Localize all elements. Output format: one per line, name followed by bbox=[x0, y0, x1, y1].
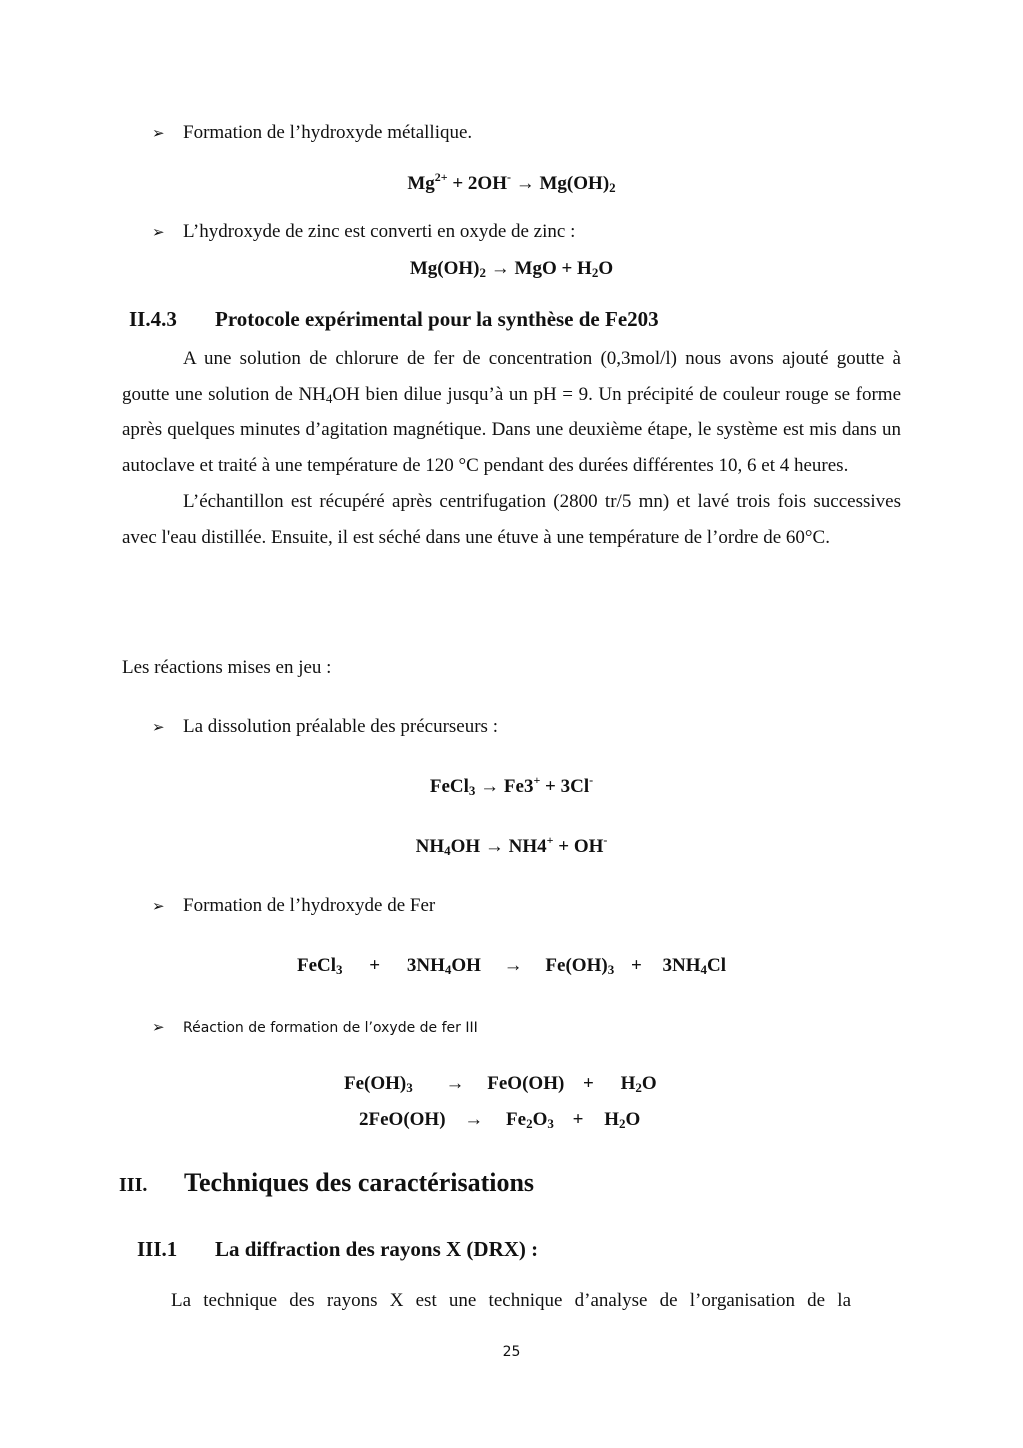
paragraph-drx: La technique des rayons X est une technique d’analyse de l’organisation de la bbox=[171, 1290, 851, 1311]
equation-nh4oh-dissolution: $NH_4OH \to NH4^+ + OH^-$ bbox=[415, 833, 608, 858]
equation-fe2o3: $2FeO(OH) \to Fe_2O_3 + H_2O$ bbox=[359, 1109, 641, 1131]
bullet-formation-hydroxyde bbox=[152, 122, 472, 144]
equation-feoh3-formation: FeCl$_3$ + $3NH_4OH \to Fe(OH)_3 + 3NH_4Cl$ bbox=[296, 955, 727, 977]
bullet-text: La dissolution préalable des précurseurs : bbox=[183, 716, 498, 737]
section-number: III. bbox=[119, 1174, 148, 1196]
section-number: III.1 bbox=[137, 1237, 178, 1261]
section-title: Techniques des caractérisations bbox=[184, 1168, 535, 1197]
reactions-intro: Les réactions mises en jeu : bbox=[122, 657, 332, 678]
protocol-paragraphs bbox=[122, 341, 901, 555]
bullet-fer-hydroxyde bbox=[152, 895, 435, 917]
bullet-dissolution bbox=[152, 716, 498, 738]
bullet-text: Réaction de formation de l’oxyde de fer III bbox=[183, 1020, 478, 1036]
bullet-zinc-conversion bbox=[152, 221, 575, 243]
section-title: Protocole expérimental pour la synthèse de Fe203 bbox=[215, 307, 659, 331]
section-number: II.4.3 bbox=[129, 307, 177, 331]
page-number: 25 bbox=[502, 1344, 521, 1360]
arrow-bullet-icon: ➢ bbox=[152, 718, 165, 736]
bullet-oxyde-fer bbox=[152, 1016, 478, 1038]
arrow-bullet-icon: ➢ bbox=[152, 1018, 165, 1036]
equation-fecl3-dissolution: FeCl$_3$ → Fe3+ + 3Cl- bbox=[429, 773, 594, 798]
arrow-bullet-icon: ➢ bbox=[152, 124, 165, 142]
arrow-bullet-icon: ➢ bbox=[152, 897, 165, 915]
paragraph-recovery: L’échantillon est récupéré après centrifugation (2800 tr/5 mn) et lavé trois fois successives avec l'eau distillée. Ensuite, il est séché dans une étuve à une température de l’ordre de 60°C. bbox=[122, 490, 901, 548]
equation-mg-hydroxide: $Mg^{2+} + 2OH^- \to Mg(OH)_2$ bbox=[407, 170, 616, 195]
equation-feooh: $Fe(OH)_3 \to FeO(OH) + H_2O$ bbox=[344, 1073, 657, 1095]
bullet-text: Formation de l’hydroxyde de Fer bbox=[183, 895, 436, 916]
section-title: La diffraction des rayons X (DRX) : bbox=[215, 1237, 539, 1261]
chapter-heading-3 bbox=[119, 1168, 534, 1198]
section-heading-3-1 bbox=[137, 1237, 538, 1262]
bullet-text: Formation de l’hydroxyde métallique. bbox=[183, 122, 473, 143]
bullet-text: L’hydroxyde de zinc est converti en oxyde de zinc : bbox=[183, 221, 576, 242]
equation-mgo: $Mg(OH)_2$ → MgO + $H_2O$ bbox=[409, 258, 614, 280]
section-heading-2-4-3 bbox=[129, 307, 659, 332]
paragraph-protocol: A une solution de chlorure de fer de concentration (0,3mol/l) nous avons ajouté goutte à goutte une solution de $NH_4OH$ bien dilue jusqu’à un pH = 9. Un précipité de couleur rouge se forme après quelques minutes d’agitation magnétique. Dans une deuxième étape, le système est mis dans un autoclave et traité à une température de 120 °C pendant des durées différentes 10, 6 et 4 heures. bbox=[122, 348, 902, 477]
arrow-bullet-icon: ➢ bbox=[152, 223, 165, 241]
